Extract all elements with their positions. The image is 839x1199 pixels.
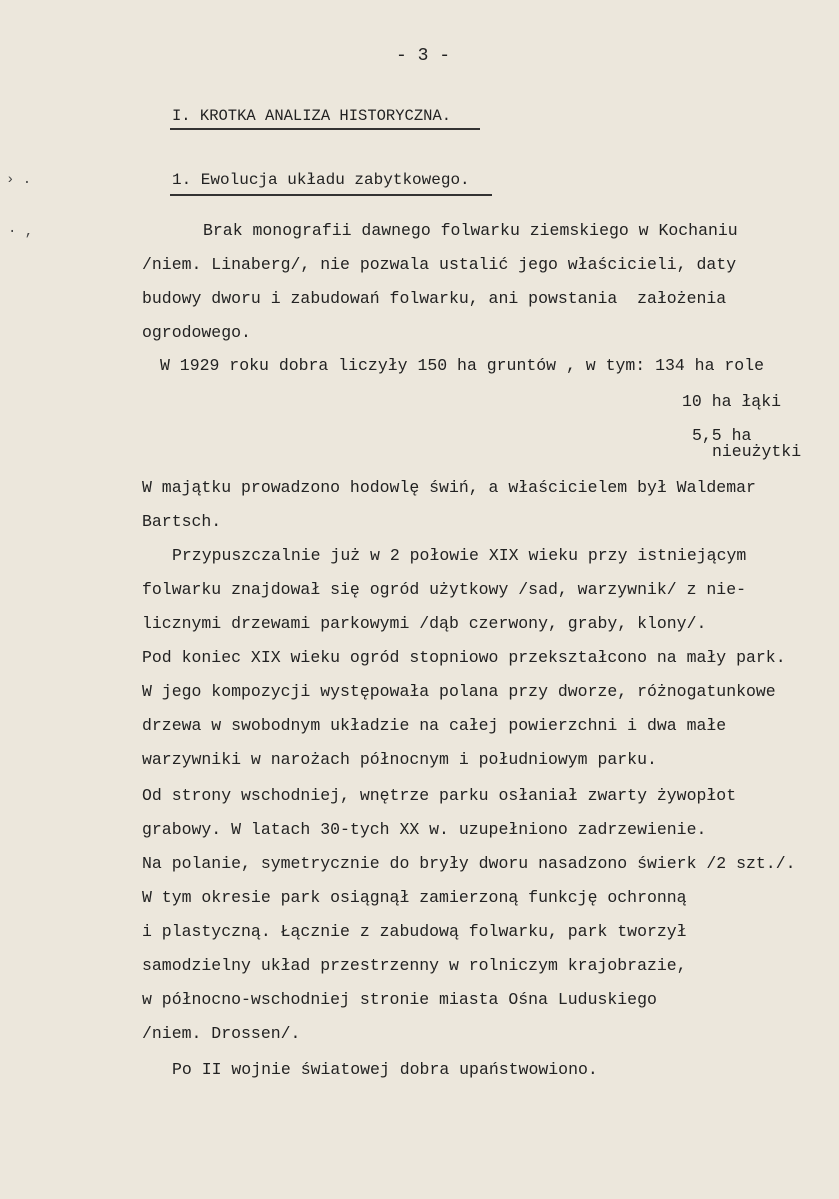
text-line: 10 ha łąki: [682, 392, 782, 411]
page-number: - 3 -: [396, 46, 451, 66]
subsection-heading-underline: [170, 194, 492, 196]
margin-mark: › .: [6, 172, 32, 188]
text-line: budowy dworu i zabudowań folwarku, ani powstania założenia: [142, 289, 727, 308]
text-line: W majątku prowadzono hodowlę świń, a właścicielem był Waldemar: [142, 478, 756, 497]
text-line: Po II wojnie światowej dobra upaństwowiono.: [172, 1060, 598, 1079]
text-line: /niem. Linaberg/, nie pozwala ustalić jego właścicieli, daty: [142, 255, 737, 274]
text-line: Bartsch.: [142, 512, 222, 531]
text-line: W 1929 roku dobra liczyły 150 ha gruntów , w tym: 134 ha role: [160, 356, 764, 375]
text-line: Na polanie, symetrycznie do bryły dworu nasadzono świerk /2 szt./.: [142, 854, 796, 873]
text-line: i plastyczną. Łącznie z zabudową folwarku, park tworzył: [142, 922, 687, 941]
text-line: licznymi drzewami parkowymi /dąb czerwony, graby, klony/.: [142, 614, 707, 633]
text-line: drzewa w swobodnym układzie na całej powierzchni i dwa małe: [142, 716, 727, 735]
text-line: Pod koniec XIX wieku ogród stopniowo przekształcono na mały park.: [142, 648, 786, 667]
text-line: warzywniki w narożach północnym i południowym parku.: [142, 750, 657, 769]
text-line: ogrodowego.: [142, 323, 251, 342]
text-line: Od strony wschodniej, wnętrze parku osłaniał zwarty żywopłot: [142, 786, 737, 805]
text-line: folwarku znajdował się ogród użytkowy /sad, warzywnik/ z nie-: [142, 580, 746, 599]
text-line: Brak monografii dawnego folwarku ziemskiego w Kochaniu: [203, 221, 738, 240]
text-line: w północno-wschodniej stronie miasta Ośna Luduskiego: [142, 990, 657, 1009]
text-line: /niem. Drossen/.: [142, 1024, 301, 1043]
text-line: nieużytki: [712, 442, 802, 461]
section-heading: I. KROTKA ANALIZA HISTORYCZNA.: [172, 107, 452, 125]
subsection-heading: 1. Ewolucja układu zabytkowego.: [172, 171, 470, 189]
text-line: W jego kompozycji występowała polana przy dworze, różnogatunkowe: [142, 682, 776, 701]
text-line: grabowy. W latach 30-tych XX w. uzupełniono zadrzewienie.: [142, 820, 707, 839]
text-line: W tym okresie park osiągnął zamierzoną funkcję ochronną: [142, 888, 687, 907]
section-heading-underline: [170, 128, 480, 130]
text-line: samodzielny układ przestrzenny w rolniczym krajobrazie,: [142, 956, 687, 975]
text-line: Przypuszczalnie już w 2 połowie XIX wieku przy istniejącym: [172, 546, 747, 565]
text-line: 5,5 ha: [692, 426, 752, 445]
margin-mark: · ,: [8, 224, 34, 240]
